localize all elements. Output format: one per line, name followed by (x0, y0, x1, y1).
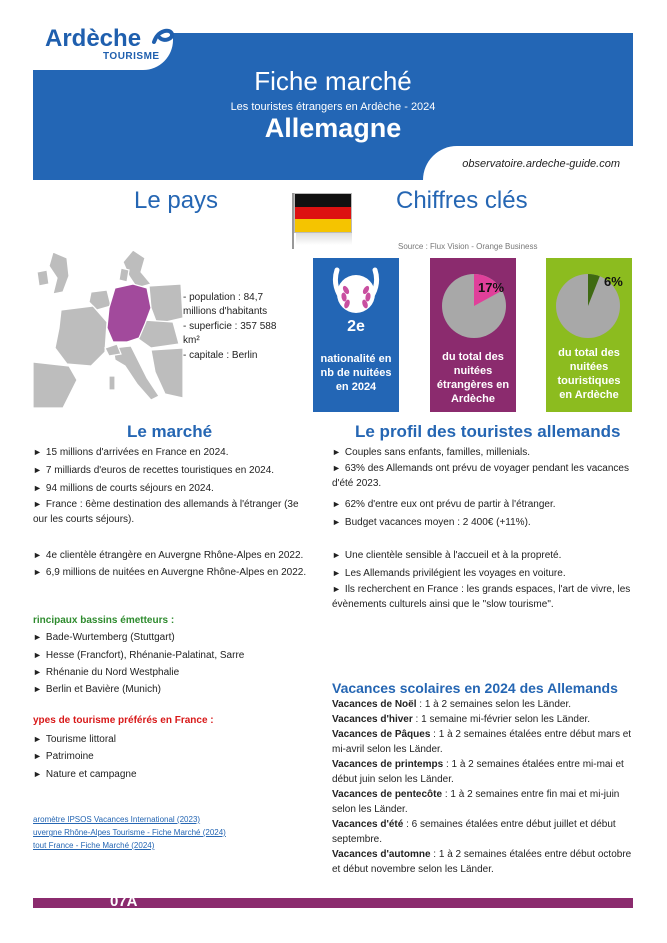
vacances-label: Vacances d'hiver (332, 714, 413, 725)
heading-le-pays: Le pays (134, 187, 219, 214)
caption-line: en Ardèche (559, 389, 619, 401)
caption-line: en 2024 (335, 381, 377, 393)
profile-item: ► Les Allemands privilégient les voyages en voiture. (332, 566, 566, 581)
vacances-text: : 1 à 2 semaines selon les Länder. (416, 699, 572, 710)
profile-item: ► Ils recherchent en France : les grands espaces, l'art de vivre, les (332, 582, 630, 597)
market-item: ► 94 millions de courts séjours en 2024. (33, 481, 214, 496)
logo-subtitle: TOURISME (103, 51, 160, 62)
reference-link[interactable]: uvergne Rhône-Alpes Tourisme - Fiche Marché (2024) (33, 828, 226, 837)
vacances-text: : 1 à 2 semaines entre fin mai et mi-juin (442, 789, 620, 800)
europe-map (33, 248, 183, 408)
country-name: Allemagne (264, 113, 402, 143)
bassins-label: rincipaux bassins émetteurs : (33, 615, 175, 626)
market-item-cont: our les courts séjours). (33, 514, 135, 525)
vacances-row (332, 862, 632, 877)
map-country-denmark (119, 268, 129, 282)
vacances-label: Vacances d'automne (332, 849, 431, 860)
map-country-sardinia (109, 376, 115, 390)
caption-line: nuitées (569, 361, 609, 373)
page-title: Fiche marché (254, 66, 412, 96)
map-country-france (55, 306, 107, 366)
heading-vacances: Vacances scolaires en 2024 des Allemands (332, 680, 618, 696)
key-figure-foreign-nights (430, 258, 516, 412)
vacances-label: Vacances de Noël (332, 699, 417, 710)
rank-caption (313, 352, 399, 394)
caption-line: étrangères en (436, 379, 510, 391)
types-label: ypes de tourisme préférés en France : (33, 715, 214, 726)
profile-item: ► Budget vacances moyen : 2 400€ (+11%). (332, 515, 531, 530)
vacances-text: : 1 semaine mi-février selon les Länder. (412, 714, 591, 725)
footer-logo-mark: 07A (110, 893, 138, 910)
vacances-text: début juin selon les Länder. (332, 774, 454, 785)
key-figure-rank (313, 258, 399, 412)
page-subtitle: Les touristes étrangers en Ardèche - 2024 (230, 101, 436, 113)
source-note: Source : Flux Vision - Orange Business (398, 242, 538, 251)
vacances-row (332, 757, 632, 772)
vacances-row (332, 817, 632, 832)
fact-line: - population : 84,7 (183, 292, 264, 303)
vacances-text: : 1 à 2 semaines étalées entre début octobre (430, 849, 632, 860)
bassin-item: ► Bade-Wurtemberg (Stuttgart) (33, 630, 175, 645)
type-item: ► Tourisme littoral (33, 732, 116, 747)
fact-line: millions d'habitants (183, 306, 268, 317)
heading-profil: Le profil des touristes allemands (355, 422, 621, 441)
bassin-item: ► Hesse (Francfort), Rhénanie-Palatinat, Sarre (33, 648, 244, 663)
key-figure-tourist-nights (546, 258, 632, 412)
vacances-label: Vacances d'été (332, 819, 404, 830)
type-item: ► Patrimoine (33, 749, 94, 764)
vacances-text: et début novembre selon les Länder. (332, 864, 494, 875)
vacances-text: : 1 à 2 semaines étalées entre début mars et (430, 729, 632, 740)
caption-line: du total des (558, 347, 620, 359)
profile-item: ► Une clientèle sensible à l'accueil et à la propreté. (332, 548, 561, 563)
heading-le-marche: Le marché (127, 422, 213, 441)
logo-swirl-icon (150, 26, 176, 48)
map-country-poland (149, 284, 183, 324)
heading-chiffres-cles: Chiffres clés (396, 187, 528, 214)
type-item: ► Nature et campagne (33, 767, 137, 782)
vacances-row (332, 697, 632, 712)
market-item: ► 15 millions d'arrivées en France en 2024. (33, 445, 229, 460)
laurel-badge-icon (331, 264, 381, 316)
map-country-ireland (37, 270, 49, 286)
pie-percent: 17% (478, 280, 505, 295)
vacances-label: Vacances de pentecôte (332, 789, 443, 800)
vacances-row (332, 802, 632, 817)
vacances-text: septembre. (332, 834, 383, 845)
caption-line: du total des (442, 351, 504, 363)
vacances-label: Vacances de Pâques (332, 729, 431, 740)
profile-item-cont: d'été 2023. (332, 478, 382, 489)
caption-line: nationalité en (320, 353, 392, 365)
map-country-iberia (33, 362, 77, 408)
map-country-switzerland (105, 344, 121, 356)
vacances-text: : 6 semaines étalées entre début juillet et début (403, 819, 616, 830)
bassin-item: ► Rhénanie du Nord Westphalie (33, 665, 179, 680)
market-item: ► 7 milliards d'euros de recettes touristiques en 2024. (33, 463, 274, 478)
caption-line: nuitées (453, 365, 493, 377)
vacances-text: selon les Länder. (332, 804, 408, 815)
profile-item: ► Couples sans enfants, familles, millenials. (332, 445, 530, 460)
market-item: ► 4e clientèle étrangère en Auvergne Rhône-Alpes en 2022. (33, 548, 303, 563)
vacances-list (332, 697, 632, 877)
fact-line: - capitale : Berlin (183, 350, 258, 361)
pie-percent: 6% (604, 274, 623, 289)
tourist-nights-caption (546, 346, 632, 402)
foreign-nights-caption (430, 350, 516, 406)
german-flag-icon (294, 193, 352, 233)
caption-line: Ardèche (450, 393, 496, 405)
map-country-uk (49, 252, 69, 294)
caption-line: touristiques (557, 375, 621, 387)
profile-item: ► 63% des Allemands ont prévu de voyager pendant les vacances (332, 461, 629, 476)
market-item: ► France : 6ème destination des allemands à l'étranger (3e (33, 497, 299, 512)
vacances-text: : 1 à 2 semaines étalées entre mi-mai et (443, 759, 624, 770)
vacances-row (332, 847, 632, 862)
fact-line: - superficie : 357 588 (183, 321, 277, 332)
flag-shadow (296, 233, 352, 245)
vacances-text: mi-avril selon les Länder. (332, 744, 443, 755)
vacances-row (332, 772, 632, 787)
bassin-item: ► Berlin et Bavière (Munich) (33, 682, 161, 697)
vacances-row (332, 727, 632, 742)
fact-line: km² (183, 335, 200, 346)
vacances-row (332, 832, 632, 847)
profile-item-cont: évènements culturels ainsi que le "slow tourisme". (332, 599, 554, 610)
vacances-row (332, 712, 632, 727)
logo-name: Ardèche (45, 25, 142, 52)
market-item: ► 6,9 millions de nuitées en Auvergne Rhône-Alpes en 2022. (33, 565, 306, 580)
vacances-label: Vacances de printemps (332, 759, 444, 770)
reference-link[interactable]: aromètre IPSOS Vacances International (2023) (33, 815, 201, 824)
website-link[interactable]: observatoire.ardeche-guide.com (462, 158, 620, 170)
vacances-row (332, 742, 632, 757)
profile-item: ► 62% d'entre eux ont prévu de partir à l'étranger. (332, 497, 556, 512)
caption-line: nb de nuitées (320, 367, 392, 379)
vacances-row (332, 787, 632, 802)
reference-link[interactable]: tout France - Fiche Marché (2024) (33, 841, 155, 850)
rank-value: 2e (347, 318, 365, 335)
